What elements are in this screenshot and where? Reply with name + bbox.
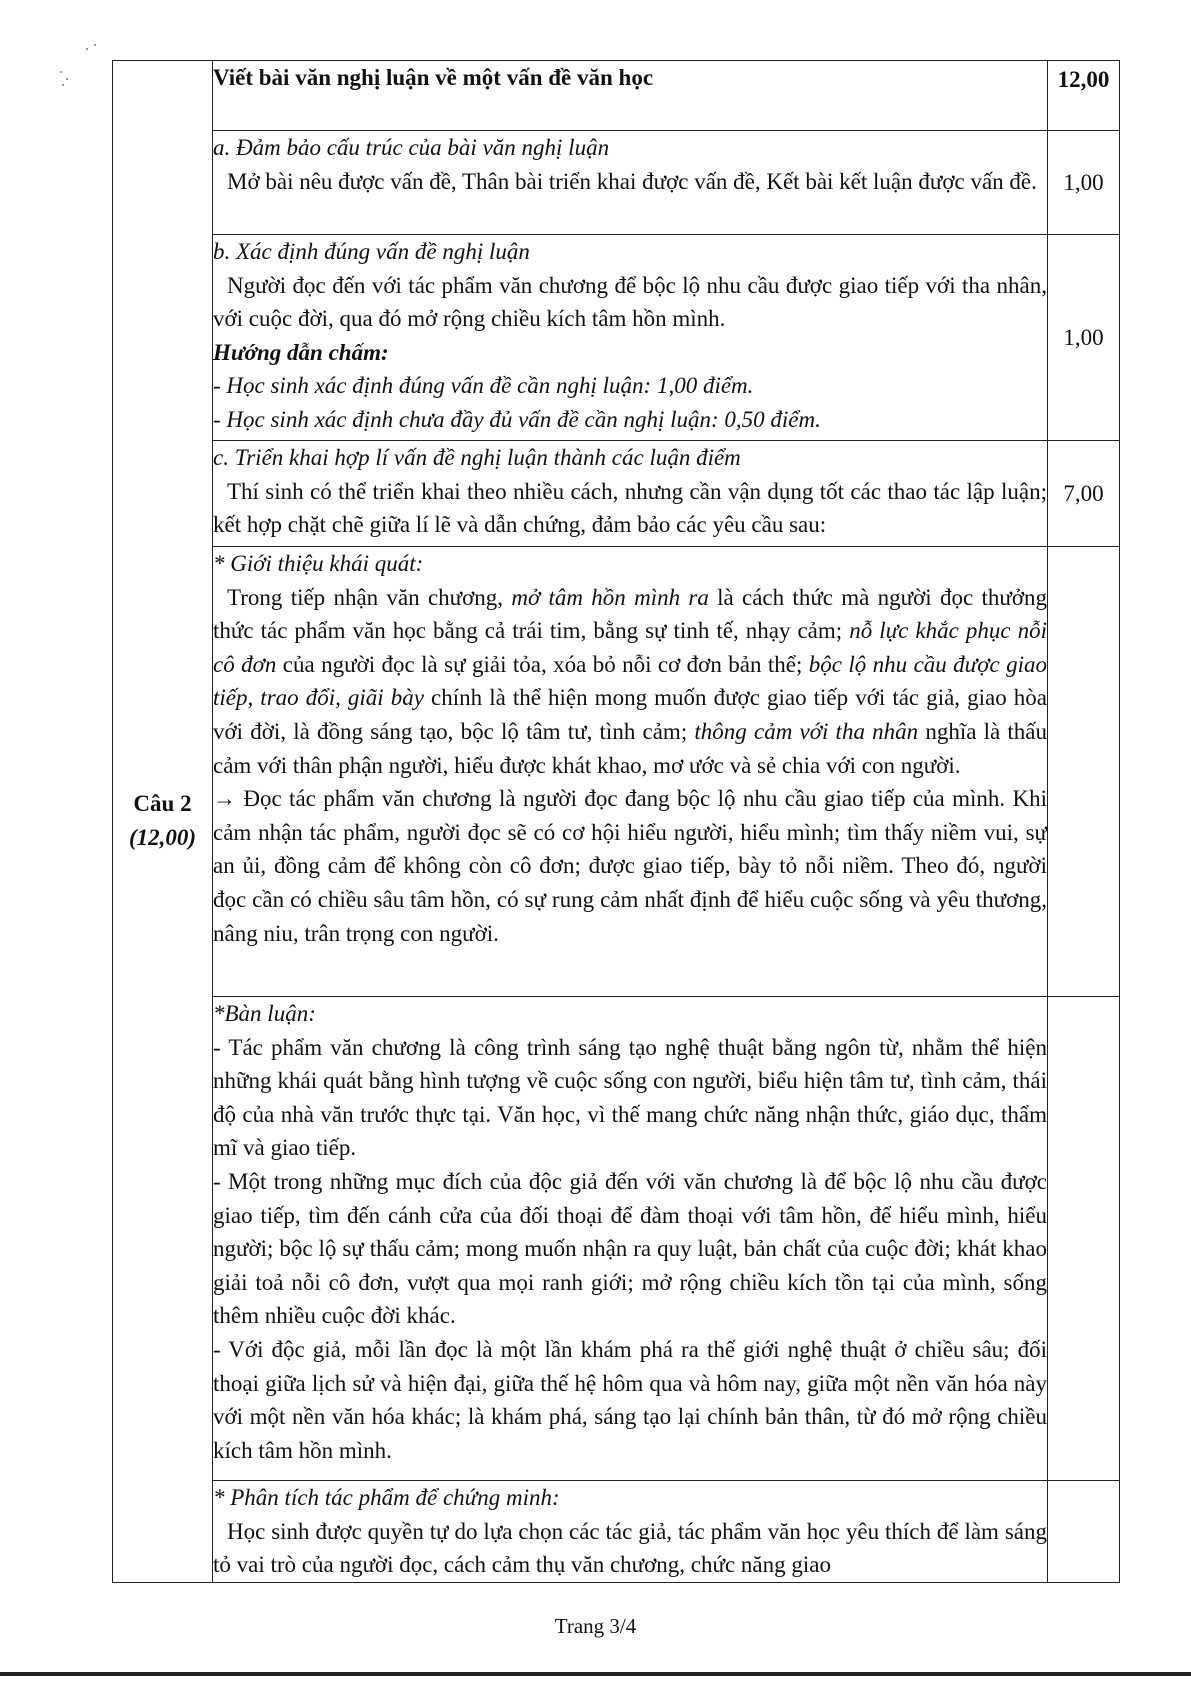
- row-discussion: [113, 997, 1120, 1481]
- analysis-cell: [213, 1481, 1048, 1583]
- intro-text-4: chính là thể hiện mong muốn được giao tiếp với tác giả, giao hòa với đời, là đồng sáng tạo, bộc lộ tâm tư, tình cảm;: [213, 685, 1047, 744]
- criterion-b-cell: [213, 235, 1048, 441]
- section-heading: Viết bài văn nghị luận về một vấn đề văn học: [213, 65, 654, 90]
- page-number: Trang 3/4: [554, 1614, 637, 1638]
- analysis-title: * Phân tích tác phẩm để chứng minh:: [213, 1485, 560, 1510]
- question-points: (12,00): [128, 825, 197, 851]
- criterion-b-score: 1,00: [1048, 235, 1120, 441]
- discussion-point-1: - Tác phẩm văn chương là công trình sáng tạo nghệ thuật bằng ngôn từ, nhằm thể hiện những khái quát bằng hình tượng về cuộc sống con người, biểu hiện tâm tư, tình cảm, thái độ của nhà văn trước thực tại. Văn học, vì thế mang chức năng nhận thức, giáo dục, thẩm mĩ và giao tiếp.: [213, 1034, 1047, 1161]
- grading-table: [112, 60, 1120, 1583]
- row-intro: [113, 547, 1120, 997]
- intro-emphasis-1: mở tâm hồn mình ra: [511, 584, 709, 610]
- criterion-c-score: 7,00: [1048, 441, 1120, 547]
- intro-emphasis-4: thông cảm với tha nhân: [694, 718, 919, 744]
- page-bottom-border: [0, 1672, 1191, 1676]
- criterion-a-title: a. Đảm bảo cấu trúc của bài văn nghị luận: [213, 135, 610, 160]
- intro-emphasis-2: nỗ lực khắc phục nỗi cô đơn: [213, 618, 1047, 677]
- analysis-body: Học sinh được quyền tự do lựa chọn các tác giả, tác phẩm văn học yêu thích để làm sáng tỏ vai trò của người đọc, cách cảm thụ văn chương, chức năng giao: [213, 1518, 1047, 1578]
- row-b: [113, 235, 1120, 441]
- row-c: [113, 441, 1120, 547]
- total-score: 12,00: [1048, 61, 1120, 131]
- criterion-c-body: Thí sinh có thể triển khai theo nhiều cách, nhưng cần vận dụng tốt các thao tác lập luận; kết hợp chặt chẽ giữa lí lẽ và dẫn chứng, đảm bảo các yêu cầu sau:: [213, 478, 1047, 538]
- criterion-a-score: 1,00: [1048, 131, 1120, 235]
- grading-guide-item-2: - Học sinh xác định chưa đầy đủ vấn đề cần nghị luận: 0,50 điểm.: [213, 406, 821, 432]
- discussion-score-empty: [1048, 997, 1120, 1481]
- intro-paragraph: [213, 581, 1047, 783]
- grading-guide-item-1: - Học sinh xác định đúng vấn đề cần nghị luận: 1,00 điểm.: [213, 373, 754, 399]
- intro-title: * Giới thiệu khái quát:: [213, 551, 424, 576]
- intro-text-3: của người đọc là sự giải tỏa, xóa bỏ nỗi cơ đơn bản thể;: [276, 651, 809, 677]
- header-cell: [213, 61, 1048, 131]
- row-a: [113, 131, 1120, 235]
- criterion-b-body: Người đọc đến với tác phẩm văn chương để bộc lộ nhu cầu được giao tiếp với tha nhân, với cuộc đời, qua đó mở rộng chiều kích tâm hồn mình.: [213, 272, 1047, 332]
- intro-conclusion: → Đọc tác phẩm văn chương là người đọc đang bộc lộ nhu cầu giao tiếp của mình. Khi cảm nhận tác phẩm, người đọc sẽ có cơ hội hiểu người, hiểu mình; tìm thấy niềm vui, sự an ủi, đồng cảm để không còn cô đơn; được giao tiếp, bày tỏ nỗi niềm. Theo đó, người đọc cần có chiều sâu tâm hồn, có sự rung cảm nhất định để hiểu cuộc sống và yêu thương, nâng niu, trân trọng con người.: [213, 786, 1047, 946]
- discussion-point-2: - Một trong những mục đích của độc giả đến với văn chương là để bộc lộ nhu cầu được giao tiếp, tìm đến cánh cửa của đối thoại để đàm thoại với tâm hồn, để hiểu mình, hiểu người; bộc lộ sự thấu cảm; mong muốn nhận ra quy luật, bản chất của cuộc đời; khát khao giải toả nỗi cô đơn, vượt qua mọi ranh giới; mở rộng chiều kích tồn tại của mình, sống thêm nhiều cuộc đời khác.: [213, 1168, 1047, 1329]
- criterion-c-cell: [213, 441, 1048, 547]
- intro-text-1: Trong tiếp nhận văn chương,: [227, 584, 512, 610]
- question-label: Câu 2: [133, 791, 192, 817]
- intro-cell: [213, 547, 1048, 997]
- criterion-c-title: c. Triển khai hợp lí vấn đề nghị luận thành các luận điểm: [213, 445, 741, 470]
- discussion-cell: [213, 997, 1048, 1481]
- intro-emphasis-3: bộc lộ nhu cầu được giao tiếp, trao đổi, giãi bày: [213, 651, 1048, 711]
- grading-guide-title: Hướng dẫn chấm:: [213, 339, 389, 365]
- question-cell: [113, 61, 213, 1583]
- criterion-a-body: Mở bài nêu được vấn đề, Thân bài triển khai được vấn đề, Kết bài kết luận được vấn đề.: [227, 168, 1037, 194]
- intro-text-2: là cách thức mà người đọc thưởng thức tác phẩm văn học bằng cả trái tim, bằng sự tinh tế, nhạy cảm;: [213, 584, 1047, 644]
- criterion-a-cell: [213, 131, 1048, 235]
- row-analysis: [113, 1481, 1120, 1583]
- row-header: [113, 61, 1120, 131]
- intro-text-5: nghĩa là thấu cảm với thân phận người, hiểu được khát khao, mơ ước và sẻ chia với con người.: [213, 718, 1048, 778]
- discussion-title: *Bàn luận:: [213, 1001, 316, 1026]
- discussion-point-3: - Với độc giả, mỗi lần đọc là một lần khám phá ra thế giới nghệ thuật ở chiều sâu; đối thoại giữa lịch sử và hiện đại, giữa thế hệ hôm qua và hôm nay, giữa một nền văn hóa này với một nền văn hóa khác; là khám phá, sáng tạo lại chính bản thân, từ đó mở rộng chiều kích tâm hồn mình.: [213, 1336, 1047, 1463]
- criterion-b-title: b. Xác định đúng vấn đề nghị luận: [213, 239, 530, 264]
- scan-specks: [58, 44, 118, 104]
- analysis-score-empty: [1048, 1481, 1120, 1583]
- intro-score-empty: [1048, 547, 1120, 997]
